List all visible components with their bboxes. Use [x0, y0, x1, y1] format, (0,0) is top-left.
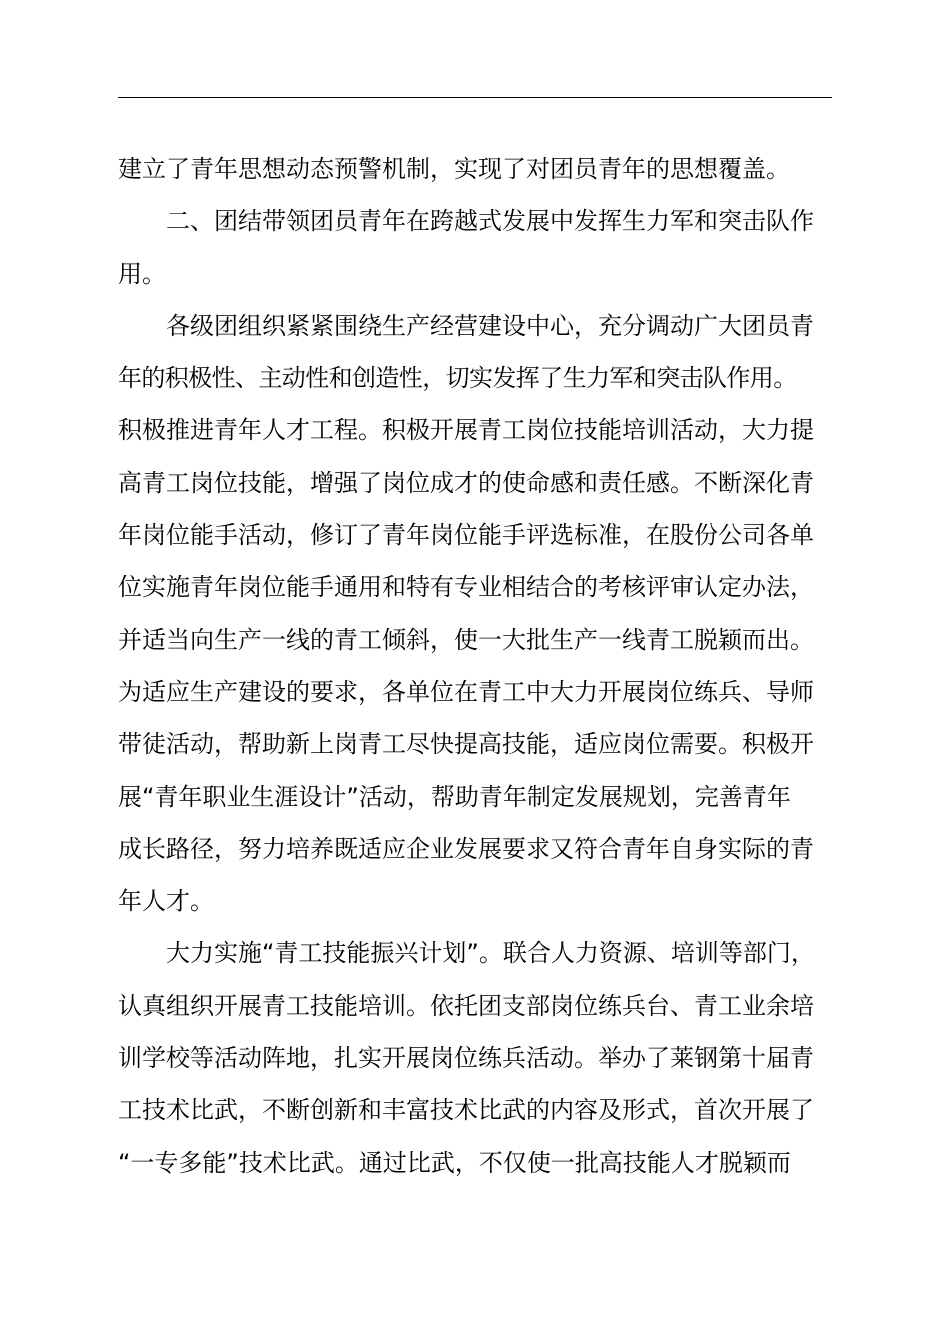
paragraph-line: 并适当向生产一线的青工倾斜，使一大批生产一线青工脱颖而出。	[118, 625, 814, 654]
paragraph-line: 大力实施“青工技能振兴计划”。联合人力资源、培训等部门，	[166, 939, 815, 968]
section-heading-line: 用。	[118, 259, 166, 288]
paragraph-line: 建立了青年思想动态预警机制，实现了对团员青年的思想覆盖。	[118, 155, 790, 183]
paragraph-line: 各级团组织紧紧围绕生产经营建设中心，充分调动广大团员青	[166, 311, 814, 340]
paragraph-line: 认真组织开展青工技能培训。依托团支部岗位练兵台、青工业余培	[118, 991, 814, 1020]
paragraph-line: 成长路径，努力培养既适应企业发展要求又符合青年自身实际的青	[118, 834, 814, 863]
paragraph-line: 年人才。	[118, 887, 214, 916]
paragraph-line: 工技术比武，不断创新和丰富技术比武的内容及形式，首次开展了	[118, 1096, 814, 1125]
paragraph-line: 为适应生产建设的要求，各单位在青工中大力开展岗位练兵、导师	[118, 677, 814, 706]
paragraph-line: “一专多能”技术比武。通过比武，不仅使一批高技能人才脱颖而	[118, 1148, 791, 1177]
paragraph-line: 积极推进青年人才工程。积极开展青工岗位技能培训活动，大力提	[118, 416, 814, 445]
body-text	[118, 143, 832, 1189]
paragraph-line: 展“青年职业生涯设计”活动，帮助青年制定发展规划，完善青年	[118, 782, 791, 811]
section-heading-line: 二、团结带领团员青年在跨越式发展中发挥生力军和突击队作	[166, 207, 814, 236]
header-rule	[118, 97, 832, 98]
paragraph-line: 训学校等活动阵地，扎实开展岗位练兵活动。举办了莱钢第十届青	[118, 1044, 814, 1073]
paragraph-line: 带徒活动，帮助新上岗青工尽快提高技能，适应岗位需要。积极开	[118, 730, 814, 759]
paragraph-line: 位实施青年岗位能手通用和特有专业相结合的考核评审认定办法，	[118, 573, 814, 602]
paragraph-line: 年岗位能手活动，修订了青年岗位能手评选标准，在股份公司各单	[118, 521, 814, 550]
paragraph-line: 年的积极性、主动性和创造性，切实发挥了生力军和突击队作用。	[118, 364, 797, 393]
paragraph-line: 高青工岗位技能，增强了岗位成才的使命感和责任感。不断深化青	[118, 468, 814, 497]
